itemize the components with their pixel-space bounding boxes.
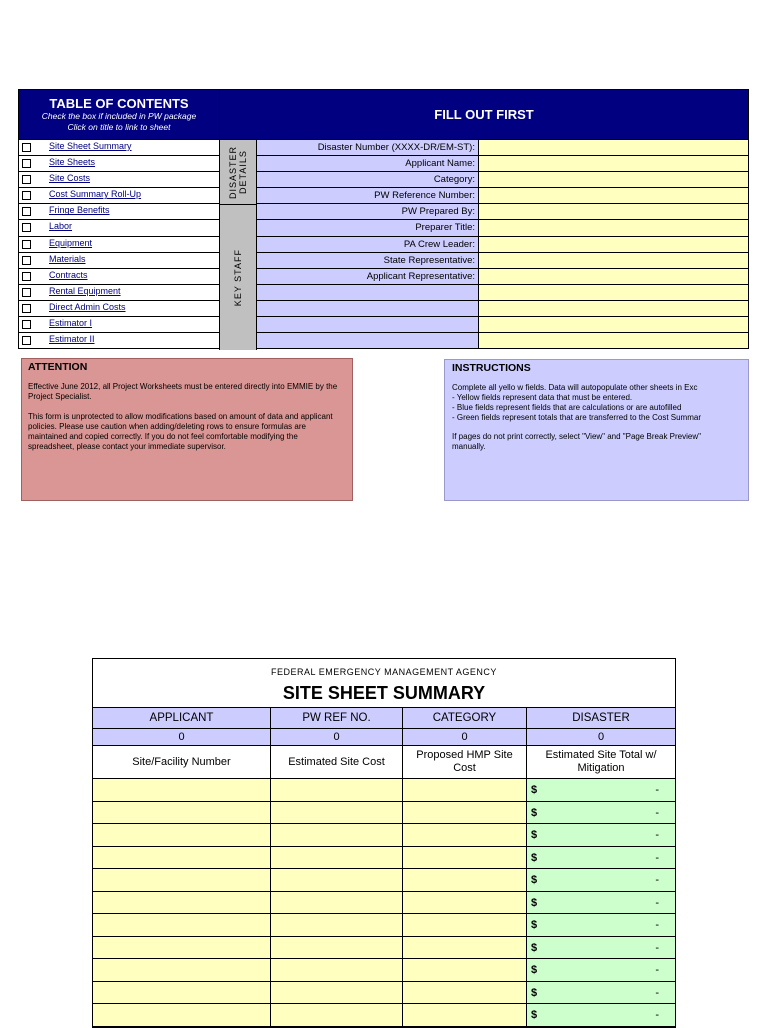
currency-symbol: $ — [531, 784, 538, 796]
total-value: - — [655, 896, 659, 909]
field-label — [257, 317, 479, 332]
toc-subtitle: Check the box if included in PW package — [41, 111, 197, 121]
form-row — [257, 300, 748, 316]
column-header: Estimated Site Total w/ Mitigation — [527, 746, 675, 779]
entry-cell[interactable] — [403, 982, 527, 1005]
disaster-details-band — [219, 139, 257, 204]
field-label: Disaster Number (XXXX-DR/EM-ST): — [257, 140, 479, 155]
currency-symbol: $ — [531, 829, 538, 841]
attention-heading: ATTENTION — [28, 361, 88, 373]
toc-link[interactable]: Estimator I — [49, 318, 93, 329]
toc-item — [19, 252, 219, 268]
entry-cell[interactable] — [403, 1004, 527, 1027]
fill-out-fields — [257, 139, 748, 348]
total-cell — [527, 869, 675, 892]
summary-value-row — [93, 729, 675, 746]
instructions-heading: INSTRUCTIONS — [452, 362, 531, 374]
total-value: - — [655, 874, 659, 886]
field-input[interactable] — [479, 172, 748, 187]
field-label: PA Crew Leader: — [257, 237, 479, 252]
toc-item — [19, 300, 219, 316]
table-row — [93, 824, 675, 847]
instructions-line: If pages do not print correctly, select "View" and "Page Break Preview" — [452, 432, 701, 441]
table-row — [93, 779, 675, 802]
entry-cell[interactable] — [93, 937, 271, 960]
entry-cell[interactable] — [271, 869, 403, 892]
field-label: Applicant Representative: — [257, 269, 479, 284]
instructions-line: manually. — [452, 442, 486, 451]
toc-item — [19, 187, 219, 203]
total-value: - — [655, 806, 659, 819]
toc-checkbox[interactable] — [22, 336, 31, 345]
currency-symbol: $ — [531, 986, 538, 999]
field-label: PW Prepared By: — [257, 204, 479, 219]
entry-cell[interactable] — [93, 959, 271, 982]
field-label: State Representative: — [257, 253, 479, 268]
form-row — [257, 187, 748, 203]
attention-text: This form is unprotected to allow modifications based on amount of data and applicant policies. Please use caution when adding/deleting rows to ensure formulas are maintained and copied correctly. If you do not feel comfortable modifying the spreadsheet, please contact your immediate supervisor. — [28, 412, 333, 451]
form-row — [257, 139, 748, 155]
form-row — [257, 332, 748, 348]
table-row — [93, 802, 675, 825]
field-label: Applicant Name: — [257, 156, 479, 171]
entry-cell[interactable] — [271, 802, 403, 825]
field-input[interactable] — [479, 317, 748, 332]
form-row — [257, 316, 748, 332]
entry-cell[interactable] — [271, 937, 403, 960]
currency-symbol: $ — [531, 874, 538, 886]
entry-cell[interactable] — [93, 914, 271, 937]
instructions-line: - Yellow fields represent data that must be entered. — [452, 393, 633, 402]
toc-checkbox[interactable] — [22, 272, 31, 281]
entry-cell[interactable] — [93, 1004, 271, 1027]
band-label: DISASTER DETAILS — [228, 145, 248, 199]
field-label: PW Reference Number: — [257, 188, 479, 203]
form-row — [257, 252, 748, 268]
instructions-text — [452, 432, 741, 452]
table-row — [93, 1004, 675, 1027]
toc-link[interactable]: Labor — [49, 221, 73, 232]
entry-cell[interactable] — [93, 982, 271, 1005]
toc-header — [19, 90, 219, 139]
instructions-line: - Blue fields represent fields that are calculations or are autofilled — [452, 403, 682, 412]
band-label: KEY STAFF — [233, 248, 243, 307]
currency-symbol: $ — [531, 964, 538, 976]
entry-cell[interactable] — [93, 802, 271, 825]
form-row — [257, 171, 748, 187]
value-cell: 0 — [271, 729, 403, 746]
toc-checkbox[interactable] — [22, 304, 31, 313]
entry-cell[interactable] — [271, 892, 403, 915]
toc-item — [19, 316, 219, 332]
toc-link[interactable]: Site Sheet Summary — [49, 141, 132, 151]
total-cell — [527, 892, 675, 915]
total-cell — [527, 914, 675, 937]
table-row — [93, 869, 675, 892]
field-input[interactable] — [479, 204, 748, 219]
field-input[interactable] — [479, 285, 748, 300]
value-cell: 0 — [403, 729, 527, 746]
form-row — [257, 284, 748, 300]
toc-item — [19, 139, 219, 155]
header-cell: CATEGORY — [403, 708, 527, 729]
total-value: - — [655, 851, 659, 864]
field-label — [257, 333, 479, 348]
table-row — [93, 937, 675, 960]
toc-item — [19, 268, 219, 284]
fill-out-first-header: FILL OUT FIRST — [219, 90, 748, 139]
agency-name: FEDERAL EMERGENCY MANAGEMENT AGENCY — [271, 667, 497, 677]
entry-cell[interactable] — [271, 1004, 403, 1027]
summary-title: SITE SHEET SUMMARY — [93, 679, 675, 708]
total-value: - — [655, 964, 659, 976]
attention-note — [21, 358, 353, 501]
field-input[interactable] — [479, 253, 748, 268]
toc-checkbox[interactable] — [22, 191, 31, 200]
entry-cell[interactable] — [403, 937, 527, 960]
entry-cell[interactable] — [403, 869, 527, 892]
summary-data-rows — [93, 779, 675, 1027]
table-of-contents-panel — [18, 89, 749, 349]
total-cell — [527, 802, 675, 825]
toc-checkbox[interactable] — [22, 159, 31, 168]
key-staff-band — [219, 204, 257, 350]
entry-cell[interactable] — [271, 847, 403, 870]
field-input[interactable] — [479, 188, 748, 203]
toc-link[interactable]: Fringe Benefits — [49, 205, 110, 216]
column-header: Proposed HMP Site Cost — [403, 746, 527, 779]
entry-cell[interactable] — [93, 892, 271, 915]
toc-checkbox[interactable] — [22, 223, 31, 232]
toc-checkbox[interactable] — [22, 143, 31, 152]
entry-cell[interactable] — [93, 779, 271, 802]
toc-item — [19, 155, 219, 171]
entry-cell[interactable] — [271, 982, 403, 1005]
form-row — [257, 219, 748, 235]
toc-subtitle: Click on title to link to sheet — [67, 122, 171, 132]
summary-header-row — [93, 708, 675, 729]
entry-cell[interactable] — [271, 914, 403, 937]
entry-cell[interactable] — [271, 959, 403, 982]
total-value: - — [655, 941, 659, 954]
field-input[interactable] — [479, 140, 748, 155]
field-label: Preparer Title: — [257, 220, 479, 235]
instructions-text — [452, 383, 741, 423]
table-row — [93, 914, 675, 937]
entry-cell[interactable] — [403, 914, 527, 937]
toc-checkbox[interactable] — [22, 207, 31, 216]
entry-cell[interactable] — [93, 869, 271, 892]
entry-cell[interactable] — [403, 802, 527, 825]
form-row — [257, 268, 748, 284]
total-value: - — [655, 919, 659, 931]
column-header: Estimated Site Cost — [271, 746, 403, 779]
attention-text: Effective June 2012, all Project Worksheets must be entered directly into EMMIE by the Project Specialist. — [28, 382, 338, 401]
total-cell — [527, 1004, 675, 1027]
total-cell — [527, 824, 675, 847]
currency-symbol: $ — [531, 919, 538, 931]
toc-item — [19, 203, 219, 219]
value-cell: 0 — [93, 729, 271, 746]
field-input[interactable] — [479, 333, 748, 348]
total-value: - — [655, 784, 659, 796]
toc-link[interactable]: Direct Admin Costs — [49, 301, 126, 312]
total-value: - — [655, 986, 659, 999]
toc-link[interactable]: Rental Equipment — [49, 285, 121, 296]
currency-symbol: $ — [531, 1009, 538, 1021]
toc-checkbox[interactable] — [22, 320, 31, 329]
field-label: Category: — [257, 172, 479, 187]
field-input[interactable] — [479, 269, 748, 284]
header-cell: DISASTER — [527, 708, 675, 729]
toc-checkbox[interactable] — [22, 288, 31, 297]
toc-title: TABLE OF CONTENTS — [49, 96, 189, 111]
entry-cell[interactable] — [403, 824, 527, 847]
table-row — [93, 982, 675, 1005]
field-input[interactable] — [479, 301, 748, 316]
toc-item — [19, 284, 219, 300]
instructions-line: Complete all yello w fields. Data will autopopulate other sheets in Exc — [452, 383, 698, 392]
toc-link[interactable]: Site Costs — [49, 173, 91, 184]
toc-link[interactable]: Estimator II — [49, 334, 95, 345]
field-input[interactable] — [479, 156, 748, 171]
toc-checkbox[interactable] — [22, 175, 31, 184]
total-cell — [527, 847, 675, 870]
field-label — [257, 301, 479, 316]
currency-symbol: $ — [531, 896, 538, 909]
entry-cell[interactable] — [93, 824, 271, 847]
header-cell: APPLICANT — [93, 708, 271, 729]
entry-cell[interactable] — [403, 959, 527, 982]
entry-cell[interactable] — [403, 779, 527, 802]
form-row — [257, 236, 748, 252]
toc-link[interactable]: Equipment — [49, 237, 93, 248]
field-input[interactable] — [479, 220, 748, 235]
total-cell — [527, 779, 675, 802]
toc-link[interactable]: Materials — [49, 253, 86, 264]
entry-cell[interactable] — [403, 892, 527, 915]
toc-link[interactable]: Cost Summary Roll-Up — [49, 189, 142, 200]
entry-cell[interactable] — [271, 779, 403, 802]
instructions-note — [444, 359, 749, 501]
toc-link[interactable]: Site Sheets — [49, 157, 96, 168]
currency-symbol: $ — [531, 851, 538, 864]
toc-item — [19, 171, 219, 187]
column-header: Site/Facility Number — [93, 746, 271, 779]
currency-symbol: $ — [531, 941, 538, 954]
field-input[interactable] — [479, 237, 748, 252]
total-value: - — [655, 1009, 659, 1021]
entry-cell[interactable] — [403, 847, 527, 870]
entry-cell[interactable] — [271, 824, 403, 847]
form-row — [257, 203, 748, 219]
column-header-row — [93, 746, 675, 779]
total-cell — [527, 982, 675, 1005]
toc-item — [19, 236, 219, 252]
header-cell: PW REF NO. — [271, 708, 403, 729]
field-label — [257, 285, 479, 300]
currency-symbol: $ — [531, 806, 538, 819]
table-row — [93, 892, 675, 915]
table-row — [93, 847, 675, 870]
table-row — [93, 959, 675, 982]
toc-list — [19, 139, 219, 348]
form-row — [257, 155, 748, 171]
toc-checkbox[interactable] — [22, 256, 31, 265]
toc-item — [19, 219, 219, 235]
toc-link[interactable]: Contracts — [49, 269, 88, 280]
total-cell — [527, 937, 675, 960]
total-cell — [527, 959, 675, 982]
total-value: - — [655, 829, 659, 841]
toc-checkbox[interactable] — [22, 240, 31, 249]
entry-cell[interactable] — [93, 847, 271, 870]
instructions-line: - Green fields represent totals that are transferred to the Cost Summar — [452, 413, 701, 422]
value-cell: 0 — [527, 729, 675, 746]
site-sheet-summary — [92, 658, 676, 1028]
toc-item — [19, 332, 219, 348]
